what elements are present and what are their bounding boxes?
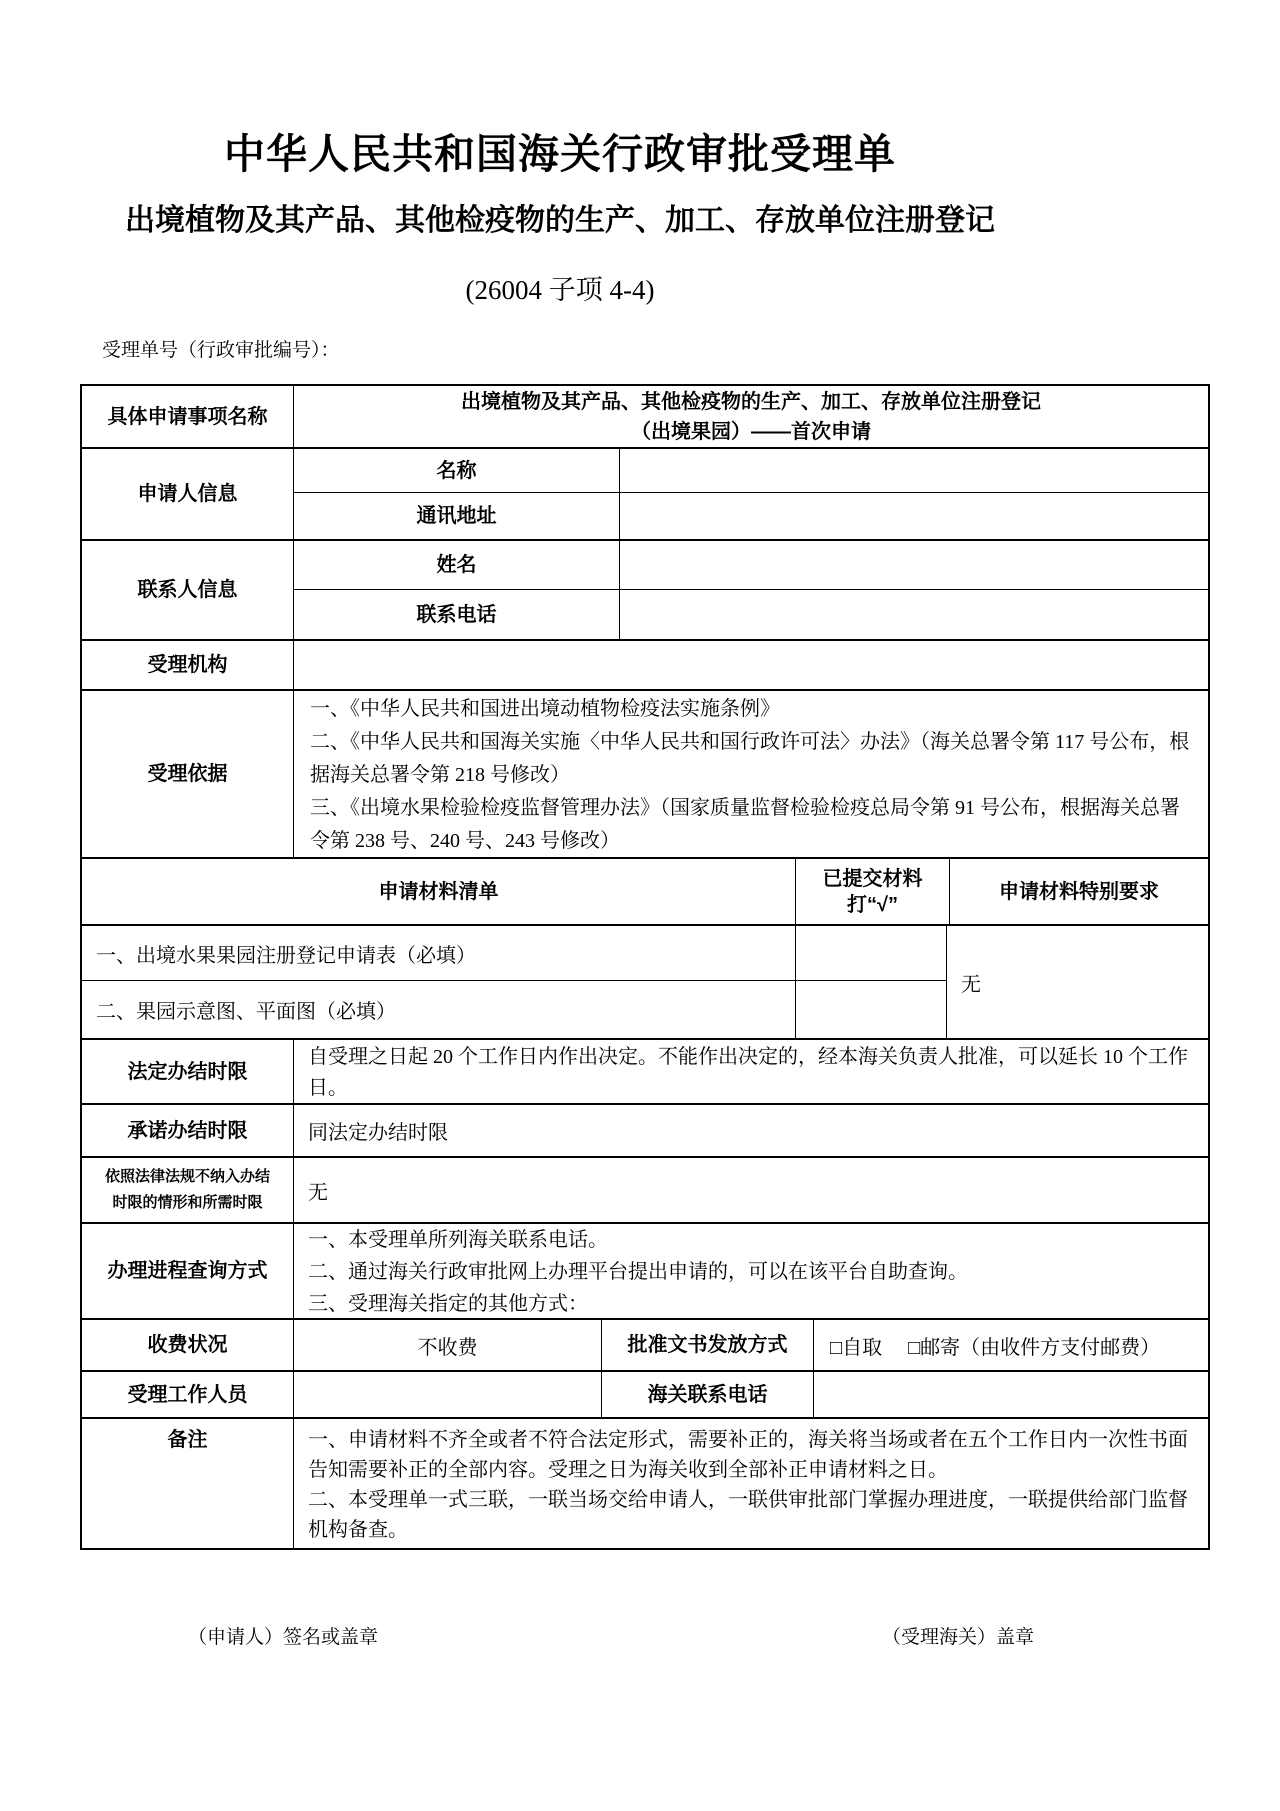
excluded-time-label-line1: 依照法律法规不纳入办结 — [104, 1168, 270, 1185]
materials-submitted-header — [796, 859, 950, 924]
materials-submitted-header-line1: 已提交材料 — [822, 867, 923, 890]
row-accepting-staff — [82, 1372, 1208, 1419]
delivery-method-label: 批准文书发放方式 — [602, 1320, 814, 1370]
item-name-line2: （出境果园）——首次申请 — [631, 420, 871, 443]
materials-special-header: 申请材料特别要求 — [999, 880, 1159, 903]
row-accepting-org — [82, 641, 1208, 691]
applicant-name-label: 名称 — [294, 449, 620, 492]
excluded-time-label — [82, 1158, 294, 1222]
contact-name-value-cell[interactable] — [620, 541, 1208, 589]
document-title: 中华人民共和国海关行政审批受理单 — [224, 131, 896, 177]
accepting-staff-value-cell[interactable] — [294, 1372, 602, 1417]
row-remarks — [82, 1419, 1208, 1548]
item-name-label: 具体申请事项名称 — [82, 386, 294, 447]
accepting-org-value-cell[interactable] — [294, 641, 1208, 689]
material-row-2 — [82, 981, 946, 1038]
remarks-item-2: 二、本受理单一式三联，一联当场交给申请人，一联供审批部门掌握办理进度，一联提供给部门监督机构备查。 — [308, 1489, 1188, 1541]
material-1-name: 一、出境水果果园注册登记申请表（必填） — [82, 926, 796, 980]
applicant-name-value-cell[interactable] — [620, 449, 1208, 492]
applicant-address-label: 通讯地址 — [294, 493, 620, 539]
document-header — [0, 0, 1120, 310]
row-excluded-time — [82, 1158, 1208, 1224]
progress-query-item-2: 二、通过海关行政审批网上办理平台提出申请的，可以在该平台自助查询。 — [308, 1261, 968, 1283]
contact-name-row — [294, 541, 1208, 590]
document-item-code: (26004 子项 4-4) — [465, 275, 655, 305]
accepting-org-label: 受理机构 — [82, 641, 294, 689]
contact-info-label: 联系人信息 — [82, 541, 294, 639]
fee-status-value: 不收费 — [294, 1320, 602, 1370]
applicant-name-row — [294, 449, 1208, 493]
progress-query-item-1: 一、本受理单所列海关联系电话。 — [308, 1229, 608, 1251]
material-2-name: 二、果园示意图、平面图（必填） — [82, 981, 796, 1038]
basis-item-1: 一、《中华人民共和国进出境动植物检疫法实施条例》 — [310, 698, 780, 720]
excluded-time-label-line2: 时限的情形和所需时限 — [112, 1194, 263, 1211]
rows-materials — [82, 926, 1208, 1040]
progress-query-content — [294, 1224, 1208, 1318]
applicant-address-row — [294, 493, 1208, 539]
basis-item-2: 二、《中华人民共和国海关实施〈中华人民共和国行政许可法〉办法》（海关总署令第 117 号公布，根据海关总署令第 218 号修改） — [310, 731, 1190, 786]
materials-list-header: 申请材料清单 — [82, 859, 796, 924]
row-acceptance-basis — [82, 691, 1208, 859]
application-form-table — [80, 384, 1210, 1550]
contact-phone-row — [294, 590, 1208, 639]
customs-phone-value-cell[interactable] — [814, 1372, 1208, 1417]
customs-phone-label: 海关联系电话 — [602, 1372, 814, 1417]
row-materials-header — [82, 859, 1208, 926]
promised-time-limit-value: 同法定办结时限 — [308, 1122, 448, 1144]
row-item-name — [82, 386, 1208, 449]
material-1-submitted-cell[interactable] — [796, 926, 946, 980]
progress-query-item-3: 三、受理海关指定的其他方式： — [308, 1293, 588, 1315]
row-fee-status — [82, 1320, 1208, 1372]
legal-time-limit-content — [294, 1040, 1208, 1103]
basis-item-3: 三、《出境水果检验检疫监督管理办法》（国家质量监督检验检疫总局令第 91 号公布，根据海关总署令第 238 号、240 号、243 号修改） — [310, 797, 1180, 852]
delivery-option-mail-checkbox[interactable]: □邮寄（由收件方支付邮费） — [908, 1336, 1161, 1359]
fee-status-label: 收费状况 — [82, 1320, 294, 1370]
row-applicant-info — [82, 449, 1208, 541]
material-row-1 — [82, 926, 946, 981]
contact-phone-value-cell[interactable] — [620, 590, 1208, 639]
remarks-item-1: 一、申请材料不齐全或者不符合法定形式，需要补正的，海关将当场或者在五个工作日内一次性书面告知需要补正的全部内容。受理之日为海关收到全部补正申请材料之日。 — [308, 1429, 1188, 1481]
legal-time-limit-text: 自受理之日起 20 个工作日内作出决定。不能作出决定的，经本海关负责人批准，可以延长 10 个工作日。 — [308, 1046, 1188, 1099]
legal-time-limit-label: 法定办结时限 — [82, 1040, 294, 1103]
signature-row — [0, 1622, 1280, 1652]
remarks-content — [294, 1419, 1208, 1548]
item-name-line1: 出境植物及其产品、其他检疫物的生产、加工、存放单位注册登记 — [461, 390, 1041, 413]
accepting-staff-label: 受理工作人员 — [82, 1372, 294, 1417]
progress-query-label: 办理进程查询方式 — [82, 1224, 294, 1318]
row-promised-time-limit — [82, 1105, 1208, 1158]
document-subtitle: 出境植物及其产品、其他检疫物的生产、加工、存放单位注册登记 — [125, 204, 995, 237]
applicant-info-label: 申请人信息 — [82, 449, 294, 539]
contact-phone-label: 联系电话 — [294, 590, 620, 639]
applicant-address-value-cell[interactable] — [620, 493, 1208, 539]
receipt-number-label: 受理单号（行政审批编号）： — [102, 340, 340, 361]
materials-submitted-header-line2: 打“√” — [847, 893, 898, 916]
acceptance-basis-label: 受理依据 — [82, 691, 294, 857]
row-contact-info — [82, 541, 1208, 641]
excluded-time-value: 无 — [308, 1181, 328, 1204]
row-progress-query — [82, 1224, 1208, 1320]
row-legal-time-limit — [82, 1040, 1208, 1105]
applicant-signature-label: （申请人）签名或盖章 — [188, 1627, 379, 1648]
delivery-options-cell — [814, 1320, 1208, 1370]
delivery-option-pickup-checkbox[interactable]: □自取 — [830, 1336, 883, 1359]
materials-special-value: 无 — [946, 926, 1208, 1038]
acceptance-basis-content — [294, 691, 1208, 857]
promised-time-limit-label: 承诺办结时限 — [82, 1105, 294, 1156]
material-2-submitted-cell[interactable] — [796, 981, 946, 1038]
contact-name-label: 姓名 — [294, 541, 620, 589]
remarks-label: 备注 — [82, 1419, 294, 1548]
item-name-value-cell — [294, 386, 1208, 447]
customs-seal-label: （受理海关）盖章 — [882, 1627, 1035, 1648]
